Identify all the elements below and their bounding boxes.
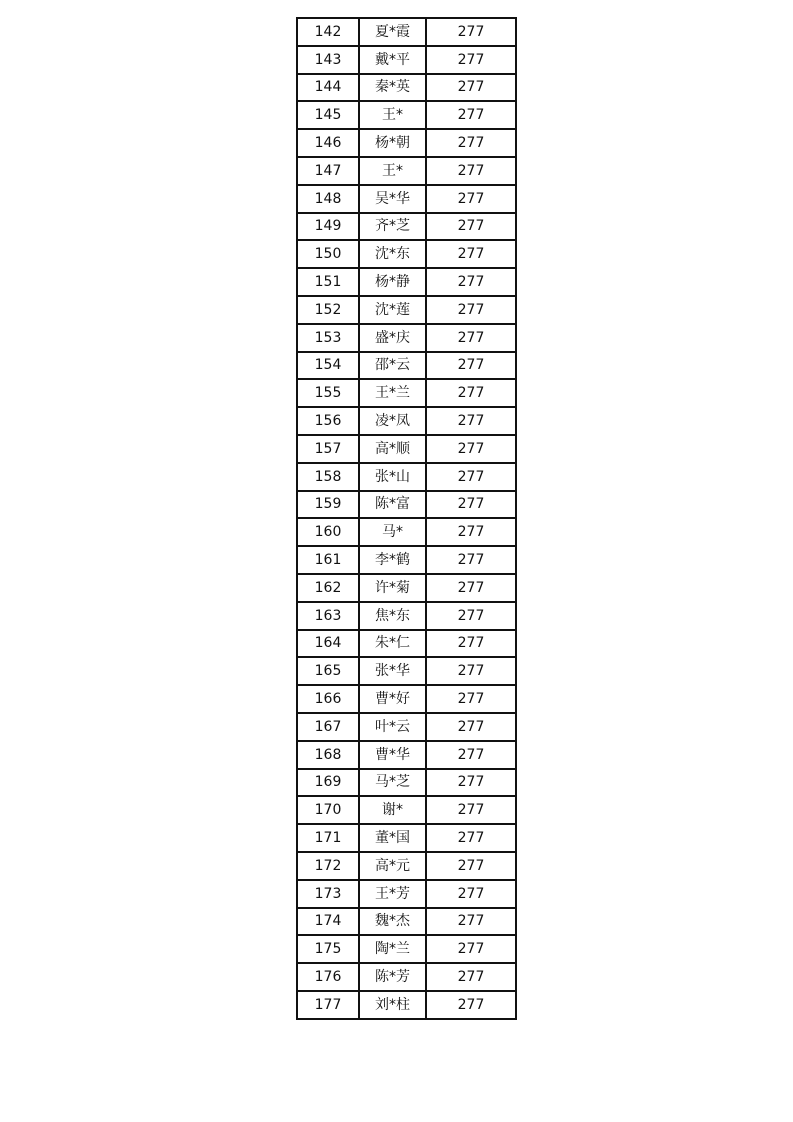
amount-cell: 277 — [426, 852, 516, 880]
table-row — [297, 908, 516, 936]
table-row — [297, 240, 516, 268]
table-row — [297, 157, 516, 185]
amount-cell: 277 — [426, 741, 516, 769]
name-cell: 邵*云 — [359, 352, 426, 380]
table-row — [297, 18, 516, 46]
name-cell: 董*国 — [359, 824, 426, 852]
row-number-cell: 168 — [297, 741, 359, 769]
amount-cell: 277 — [426, 602, 516, 630]
name-cell: 叶*云 — [359, 713, 426, 741]
name-cell: 凌*凤 — [359, 407, 426, 435]
amount-cell: 277 — [426, 18, 516, 46]
table-row — [297, 463, 516, 491]
amount-cell: 277 — [426, 352, 516, 380]
row-number-cell: 151 — [297, 268, 359, 296]
row-number-cell: 149 — [297, 213, 359, 241]
row-number-cell: 167 — [297, 713, 359, 741]
name-cell: 沈*莲 — [359, 296, 426, 324]
amount-cell: 277 — [426, 630, 516, 658]
amount-cell: 277 — [426, 324, 516, 352]
row-number-cell: 143 — [297, 46, 359, 74]
amount-cell: 277 — [426, 518, 516, 546]
amount-cell: 277 — [426, 657, 516, 685]
row-number-cell: 159 — [297, 491, 359, 519]
name-cell: 沈*东 — [359, 240, 426, 268]
name-cell: 戴*平 — [359, 46, 426, 74]
row-number-cell: 164 — [297, 630, 359, 658]
table-row — [297, 880, 516, 908]
table-row — [297, 935, 516, 963]
table-row — [297, 796, 516, 824]
name-cell: 朱*仁 — [359, 630, 426, 658]
name-cell: 高*元 — [359, 852, 426, 880]
row-number-cell: 174 — [297, 908, 359, 936]
row-number-cell: 162 — [297, 574, 359, 602]
name-cell: 曹*好 — [359, 685, 426, 713]
amount-cell: 277 — [426, 240, 516, 268]
name-cell: 齐*芝 — [359, 213, 426, 241]
row-number-cell: 145 — [297, 101, 359, 129]
row-number-cell: 153 — [297, 324, 359, 352]
table-row — [297, 991, 516, 1019]
name-cell: 王* — [359, 157, 426, 185]
amount-cell: 277 — [426, 713, 516, 741]
table-row — [297, 630, 516, 658]
name-cell: 张*华 — [359, 657, 426, 685]
amount-cell: 277 — [426, 908, 516, 936]
name-cell: 曹*华 — [359, 741, 426, 769]
row-number-cell: 173 — [297, 880, 359, 908]
name-cell: 马*芝 — [359, 769, 426, 797]
row-number-cell: 161 — [297, 546, 359, 574]
table-row — [297, 324, 516, 352]
table-row — [297, 352, 516, 380]
name-cell: 杨*静 — [359, 268, 426, 296]
name-cell: 焦*东 — [359, 602, 426, 630]
name-cell: 陈*芳 — [359, 963, 426, 991]
table-row — [297, 379, 516, 407]
amount-cell: 277 — [426, 491, 516, 519]
table-row — [297, 852, 516, 880]
name-cell: 吴*华 — [359, 185, 426, 213]
row-number-cell: 157 — [297, 435, 359, 463]
row-number-cell: 154 — [297, 352, 359, 380]
name-cell: 陶*兰 — [359, 935, 426, 963]
amount-cell: 277 — [426, 379, 516, 407]
amount-cell: 277 — [426, 407, 516, 435]
amount-cell: 277 — [426, 935, 516, 963]
row-number-cell: 175 — [297, 935, 359, 963]
name-cell: 魏*杰 — [359, 908, 426, 936]
table-row — [297, 491, 516, 519]
name-cell: 陈*富 — [359, 491, 426, 519]
table-row — [297, 74, 516, 102]
name-cell: 马* — [359, 518, 426, 546]
row-number-cell: 163 — [297, 602, 359, 630]
name-cell: 高*顺 — [359, 435, 426, 463]
table-row — [297, 46, 516, 74]
row-number-cell: 155 — [297, 379, 359, 407]
amount-cell: 277 — [426, 963, 516, 991]
row-number-cell: 142 — [297, 18, 359, 46]
name-cell: 谢* — [359, 796, 426, 824]
row-number-cell: 176 — [297, 963, 359, 991]
amount-cell: 277 — [426, 435, 516, 463]
amount-cell: 277 — [426, 74, 516, 102]
table-row — [297, 824, 516, 852]
row-number-cell: 160 — [297, 518, 359, 546]
row-number-cell: 169 — [297, 769, 359, 797]
amount-cell: 277 — [426, 769, 516, 797]
amount-cell: 277 — [426, 463, 516, 491]
table-row — [297, 963, 516, 991]
row-number-cell: 147 — [297, 157, 359, 185]
table-row — [297, 518, 516, 546]
table-row — [297, 296, 516, 324]
table-row — [297, 657, 516, 685]
amount-cell: 277 — [426, 157, 516, 185]
table-row — [297, 602, 516, 630]
table-row — [297, 129, 516, 157]
name-cell: 王*芳 — [359, 880, 426, 908]
name-cell: 秦*英 — [359, 74, 426, 102]
row-number-cell: 166 — [297, 685, 359, 713]
name-cell: 王* — [359, 101, 426, 129]
amount-cell: 277 — [426, 796, 516, 824]
table-row — [297, 101, 516, 129]
name-cell: 夏*霞 — [359, 18, 426, 46]
document-page — [296, 17, 517, 1020]
amount-cell: 277 — [426, 213, 516, 241]
row-number-cell: 156 — [297, 407, 359, 435]
amount-cell: 277 — [426, 268, 516, 296]
row-number-cell: 146 — [297, 129, 359, 157]
row-number-cell: 170 — [297, 796, 359, 824]
row-number-cell: 177 — [297, 991, 359, 1019]
table-row — [297, 185, 516, 213]
table-row — [297, 574, 516, 602]
amount-cell: 277 — [426, 880, 516, 908]
amount-cell: 277 — [426, 185, 516, 213]
amount-cell: 277 — [426, 129, 516, 157]
table-row — [297, 546, 516, 574]
name-cell: 盛*庆 — [359, 324, 426, 352]
amount-cell: 277 — [426, 546, 516, 574]
recipient-table — [296, 17, 517, 1020]
name-cell: 李*鹤 — [359, 546, 426, 574]
table-row — [297, 435, 516, 463]
amount-cell: 277 — [426, 296, 516, 324]
amount-cell: 277 — [426, 685, 516, 713]
row-number-cell: 152 — [297, 296, 359, 324]
row-number-cell: 148 — [297, 185, 359, 213]
table-row — [297, 741, 516, 769]
amount-cell: 277 — [426, 101, 516, 129]
name-cell: 王*兰 — [359, 379, 426, 407]
amount-cell: 277 — [426, 991, 516, 1019]
row-number-cell: 172 — [297, 852, 359, 880]
table-row — [297, 407, 516, 435]
table-row — [297, 685, 516, 713]
amount-cell: 277 — [426, 46, 516, 74]
name-cell: 许*菊 — [359, 574, 426, 602]
name-cell: 刘*柱 — [359, 991, 426, 1019]
name-cell: 杨*朝 — [359, 129, 426, 157]
row-number-cell: 165 — [297, 657, 359, 685]
amount-cell: 277 — [426, 824, 516, 852]
table-row — [297, 769, 516, 797]
row-number-cell: 158 — [297, 463, 359, 491]
table-row — [297, 268, 516, 296]
table-body — [297, 18, 516, 1019]
row-number-cell: 144 — [297, 74, 359, 102]
row-number-cell: 171 — [297, 824, 359, 852]
amount-cell: 277 — [426, 574, 516, 602]
table-row — [297, 713, 516, 741]
row-number-cell: 150 — [297, 240, 359, 268]
table-row — [297, 213, 516, 241]
name-cell: 张*山 — [359, 463, 426, 491]
